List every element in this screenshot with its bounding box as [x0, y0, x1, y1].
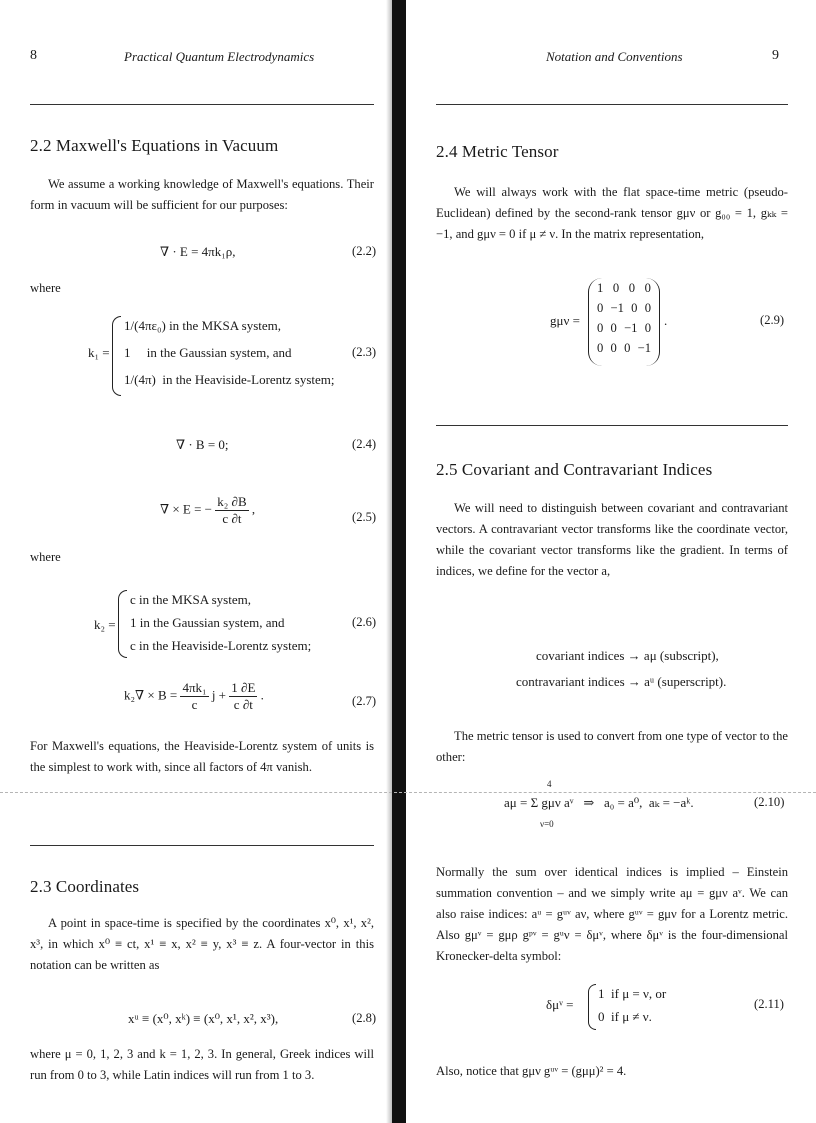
equation-2-3-case-1: 1/(4πε₀) in the MKSA system, — [124, 318, 282, 333]
right-running-head: Notation and Conventions — [546, 49, 683, 64]
equation-2-10-upper-limit: 4 — [547, 779, 552, 789]
right-header-rule — [436, 104, 788, 105]
matrix-cell: −1 — [610, 301, 624, 315]
left-section-rule — [30, 845, 374, 846]
equation-number-2-9: (2.9) — [760, 313, 785, 327]
equation-2-9-tail: . — [664, 313, 668, 328]
summation-convention-text: Normally the sum over identical indices is implied – Einstein summation convention – and we simply write aμ = gμν aᵛ. We can also raise indices: aᵘ = gᵘᵛ aν, where gᵘᵛ = gμν for a Lorentz metric. Also gμᵛ = gμρ gᵖᵛ = gᵘν = δμᵛ, where δμᵛ is the four-dimensional Kronecker-delta symbol: — [436, 865, 788, 963]
equation-2-10-lower-limit: ν=0 — [540, 819, 554, 829]
contravariant-indices-line: contravariant indices → aᵘ (superscript). — [516, 674, 727, 689]
equation-2-10: aμ = Σ gμν aᵛ ⇒ a₀ = a⁰, aₖ = −aᵏ. — [504, 795, 694, 810]
metric-matrix — [588, 278, 660, 366]
equation-2-5-tail: , — [251, 501, 256, 517]
equation-2-2: ∇ · E = 4πk₁ρ, — [160, 244, 236, 259]
section-2-5-closing: Also, notice that gμν gᵘᵛ = (gμμ)² = 4. — [436, 1064, 627, 1078]
equation-2-7-tail: . — [260, 687, 264, 703]
equation-2-5-lhs: ∇ × E = − — [160, 501, 213, 517]
matrix-cell: 0 — [628, 281, 636, 295]
section-2-3-intro: A point in space-time is specified by the coordinates x⁰, x¹, x², x³, in which x⁰ ≡ ct, x¹ ≡ x, x² ≡ y, x³ ≡ z. A four-vector in this notation can be written as — [30, 916, 374, 972]
matrix-cell: 0 — [644, 301, 651, 315]
right-page — [408, 0, 816, 1123]
section-2-5-title: 2.5 Covariant and Contravariant Indices — [436, 460, 713, 479]
equation-2-5-denominator: c ∂t — [222, 511, 242, 526]
equation-2-4: ∇ · B = 0; — [176, 437, 229, 452]
matrix-row-2 — [597, 301, 651, 321]
equation-2-7-fraction-1-denominator: c — [191, 697, 198, 712]
matrix-cell: 1 — [597, 281, 604, 295]
equation-number-2-8: (2.8) — [352, 1011, 377, 1025]
section-2-2-closing: For Maxwell's equations, the Heaviside-Lorentz system of units is the simplest to work with, since all factors of 4π vanish. — [30, 739, 374, 774]
equation-2-6-case-1: c in the MKSA system, — [130, 592, 251, 607]
matrix-cell: −1 — [624, 321, 638, 335]
equation-2-7-fraction-1 — [180, 680, 208, 713]
equation-2-8: xᵘ ≡ (x⁰, xᵏ) ≡ (x⁰, x¹, x², x³), — [128, 1011, 279, 1026]
matrix-cell: 0 — [597, 341, 604, 355]
equation-number-2-5: (2.5) — [352, 510, 377, 524]
matrix-row-1 — [597, 281, 651, 301]
equation-2-6-case-3: c in the Heaviside-Lorentz system; — [130, 638, 312, 653]
book-spine — [392, 0, 406, 1123]
matrix-cell: 0 — [610, 321, 617, 335]
matrix-cell: 0 — [644, 281, 651, 295]
equation-number-2-4: (2.4) — [352, 437, 377, 451]
matrix-cell: 0 — [631, 301, 638, 315]
equation-2-5-fraction — [215, 494, 248, 527]
matrix-cell: −1 — [637, 341, 651, 355]
where-label-1: where — [30, 281, 61, 295]
section-2-2-title: 2.2 Maxwell's Equations in Vacuum — [30, 136, 279, 155]
matrix-cell: 0 — [610, 341, 617, 355]
equation-number-2-11: (2.11) — [754, 997, 784, 1011]
right-page-number: 9 — [772, 48, 779, 63]
equation-2-3-brace — [112, 316, 121, 396]
section-2-2-intro: We assume a working knowledge of Maxwell's equations. Their form in vacuum will be sufficient for our purposes: — [30, 177, 374, 212]
covariant-indices-line: covariant indices → aμ (subscript), — [536, 648, 719, 663]
equation-2-6-case-2: 1 in the Gaussian system, and — [130, 615, 285, 630]
equation-2-6-brace — [118, 590, 127, 658]
right-section-rule — [436, 425, 788, 426]
equation-number-2-7: (2.7) — [352, 694, 377, 708]
equation-2-6-lhs: k₂ = — [94, 617, 116, 632]
equation-2-7-mid: j + — [211, 687, 227, 703]
left-page-number: 8 — [30, 48, 37, 63]
equation-2-3-case-2: 1 in the Gaussian system, and — [124, 345, 292, 360]
equation-number-2-10: (2.10) — [754, 795, 785, 809]
equation-2-7-fraction-1-numerator: 4πk₁ — [182, 680, 207, 695]
section-2-4-intro: We will always work with the flat space-time metric (pseudo-Euclidean) defined by the second-rank tensor gμν or g₀₀ = 1, gₖₖ = −1, and gμν = 0 if μ ≠ ν. In the matrix representation, — [436, 185, 788, 241]
equation-2-11-brace — [588, 984, 596, 1030]
equation-2-5 — [160, 494, 255, 527]
section-2-5-intro: We will need to distinguish between covariant and contravariant vectors. A contravariant vector transforms like the coordinate vector, while the covariant vector transforms like the gradient. In terms of indices, we define for the vector a, — [436, 501, 788, 578]
equation-2-5-numerator: k₂ ∂B — [217, 494, 247, 509]
equation-2-11-case-2: 0 if μ ≠ ν. — [598, 1009, 652, 1024]
section-2-3-title: 2.3 Coordinates — [30, 877, 140, 896]
equation-number-2-2: (2.2) — [352, 244, 377, 258]
matrix-row-4 — [597, 341, 651, 361]
equation-2-7-fraction-2-numerator: 1 ∂E — [231, 680, 256, 695]
equation-2-7 — [124, 680, 264, 713]
left-running-head: Practical Quantum Electrodynamics — [124, 49, 315, 64]
left-page — [0, 0, 392, 1123]
matrix-cell: 0 — [597, 301, 604, 315]
equation-2-9-lhs: gμν = — [550, 313, 580, 328]
equation-2-3-lhs: k₁ = — [88, 345, 110, 360]
equation-2-3-case-3: 1/(4π) in the Heaviside-Lorentz system; — [124, 372, 335, 387]
equation-2-7-fraction-2 — [229, 680, 257, 713]
equation-2-7-lhs: k₂∇ × B = — [124, 687, 178, 703]
equation-2-11-case-1: 1 if μ = ν, or — [598, 986, 667, 1001]
where-label-2: where — [30, 550, 61, 564]
equation-number-2-3: (2.3) — [352, 345, 377, 359]
equation-2-11-lhs: δμᵛ = — [546, 997, 574, 1012]
section-2-4-title: 2.4 Metric Tensor — [436, 142, 559, 161]
equation-2-7-fraction-2-denominator: c ∂t — [233, 697, 253, 712]
metric-tensor-sentence: The metric tensor is used to convert from one type of vector to the other: — [436, 729, 788, 764]
left-header-rule — [30, 104, 374, 105]
matrix-cell: 0 — [612, 281, 620, 295]
matrix-cell: 0 — [624, 341, 631, 355]
matrix-row-3 — [597, 321, 651, 341]
section-2-3-closing: where μ = 0, 1, 2, 3 and k = 1, 2, 3. In general, Greek indices will run from 0 to 3, while Latin indices will run from 1 to 3. — [30, 1047, 374, 1082]
matrix-cell: 0 — [644, 321, 651, 335]
matrix-cell: 0 — [597, 321, 604, 335]
equation-number-2-6: (2.6) — [352, 615, 377, 629]
